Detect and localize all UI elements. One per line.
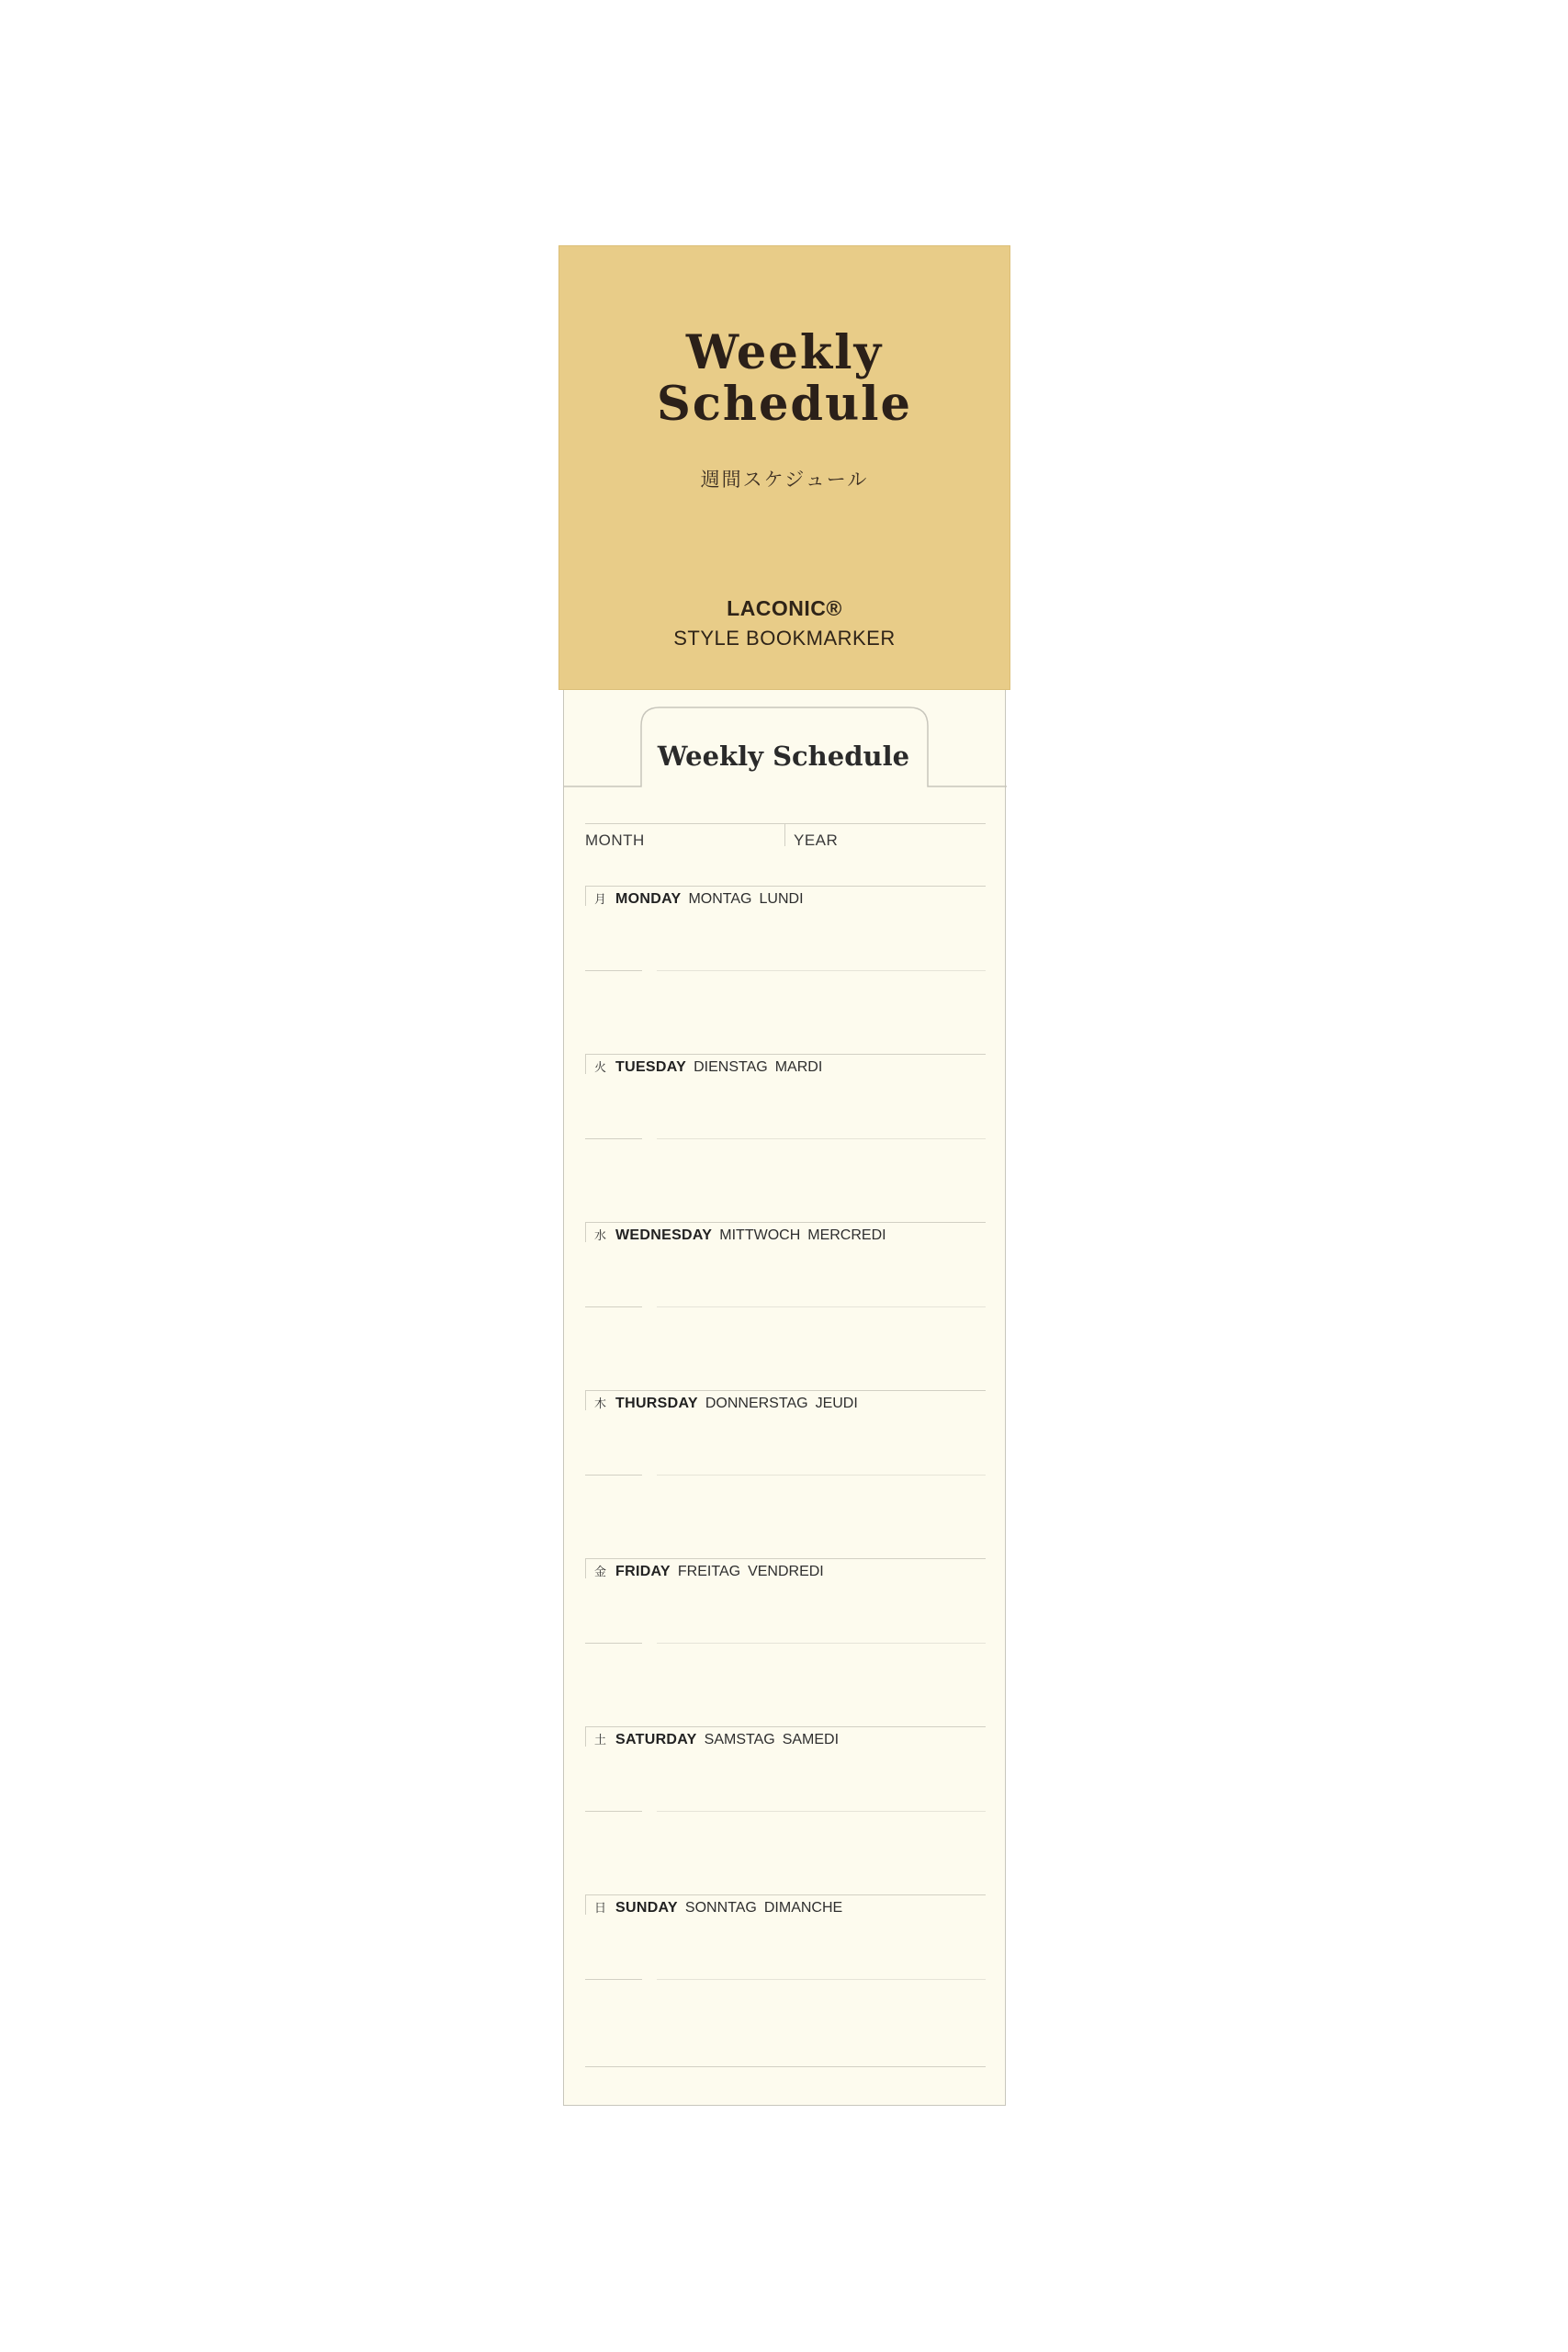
day-mid-rule-short xyxy=(585,1811,642,1812)
day-mid-rule-long xyxy=(657,1475,986,1476)
day-name-english: FRIDAY xyxy=(615,1564,671,1579)
band-title-line1: Weekly xyxy=(685,325,884,380)
day-mid-rule-long xyxy=(657,1979,986,1980)
day-mid-rule-short xyxy=(585,1306,642,1307)
day-top-rule xyxy=(585,1558,986,1559)
day-name-german: SONNTAG xyxy=(684,1900,757,1916)
day-name-german: SAMSTAG xyxy=(704,1732,775,1747)
day-name-english: SATURDAY xyxy=(615,1732,697,1747)
band-title xyxy=(559,327,1010,430)
day-mid-rule-long xyxy=(657,1811,986,1812)
day-name-english: MONDAY xyxy=(615,891,682,907)
day-label-stub xyxy=(585,1222,586,1242)
schedule-sheet xyxy=(563,684,1006,2106)
day-name-german: FREITAG xyxy=(677,1564,741,1579)
day-top-rule xyxy=(585,1894,986,1895)
year-label: YEAR xyxy=(794,831,839,849)
day-top-rule xyxy=(585,1390,986,1391)
day-section xyxy=(585,886,986,1054)
day-mid-rule-long xyxy=(657,1306,986,1307)
day-label-stub xyxy=(585,886,586,906)
day-name-french: SAMEDI xyxy=(782,1732,840,1747)
sheet-tab-title: Weekly Schedule xyxy=(657,741,910,772)
day-label-stub xyxy=(585,1726,586,1747)
day-section xyxy=(585,1558,986,1726)
day-name-english: THURSDAY xyxy=(615,1396,698,1411)
day-top-rule xyxy=(585,886,986,887)
day-kanji: 火 xyxy=(594,1061,607,1075)
day-name-german: DIENSTAG xyxy=(694,1059,768,1075)
day-name-french: LUNDI xyxy=(759,891,804,907)
day-mid-rule-short xyxy=(585,1979,642,1980)
month-label: MONTH xyxy=(585,831,645,849)
day-name-german: MITTWOCH xyxy=(719,1227,801,1243)
packaging-band xyxy=(558,245,1010,690)
day-label xyxy=(594,1730,839,1748)
day-label xyxy=(594,1562,824,1580)
day-label-stub xyxy=(585,1390,586,1410)
day-mid-rule-short xyxy=(585,970,642,971)
day-section xyxy=(585,1390,986,1558)
day-section xyxy=(585,1726,986,1894)
day-mid-rule-long xyxy=(657,1138,986,1139)
day-kanji: 水 xyxy=(594,1229,607,1243)
day-name-french: MERCREDI xyxy=(807,1227,886,1243)
day-label-stub xyxy=(585,1558,586,1578)
day-label xyxy=(594,889,804,908)
day-top-rule xyxy=(585,1222,986,1223)
day-name-german: DONNERSTAG xyxy=(705,1396,808,1411)
day-label-stub xyxy=(585,1054,586,1074)
day-label-stub xyxy=(585,1894,586,1915)
day-top-rule xyxy=(585,1054,986,1055)
day-mid-rule-short xyxy=(585,1138,642,1139)
brand-name: LACONIC® xyxy=(727,596,842,620)
band-title-line2: Schedule xyxy=(657,377,912,432)
bookmarker-product xyxy=(558,245,1010,1916)
day-name-english: TUESDAY xyxy=(615,1059,687,1075)
day-top-rule xyxy=(585,1726,986,1727)
month-year-divider xyxy=(784,823,785,846)
day-mid-rule-short xyxy=(585,1643,642,1644)
day-label xyxy=(594,1057,822,1076)
day-name-german: MONTAG xyxy=(688,891,752,907)
day-kanji: 日 xyxy=(594,1902,607,1916)
day-name-french: JEUDI xyxy=(815,1396,858,1411)
day-section xyxy=(585,1894,986,2063)
day-kanji: 月 xyxy=(594,893,607,907)
day-name-french: MARDI xyxy=(774,1059,823,1075)
day-section xyxy=(585,1222,986,1390)
day-mid-rule-long xyxy=(657,1643,986,1644)
day-name-english: SUNDAY xyxy=(615,1900,678,1916)
day-name-french: DIMANCHE xyxy=(763,1900,843,1916)
product-type: STYLE BOOKMARKER xyxy=(673,627,896,650)
day-label xyxy=(594,1394,858,1412)
day-section xyxy=(585,1054,986,1222)
day-label xyxy=(594,1226,886,1244)
bottom-rule xyxy=(585,2066,986,2067)
band-title-japanese: 週間スケジュール xyxy=(700,469,869,491)
day-kanji: 金 xyxy=(594,1566,607,1579)
day-name-french: VENDREDI xyxy=(748,1564,824,1579)
day-kanji: 土 xyxy=(594,1734,607,1747)
month-year-top-rule xyxy=(585,823,986,824)
day-label xyxy=(594,1898,842,1917)
day-mid-rule-long xyxy=(657,970,986,971)
day-name-english: WEDNESDAY xyxy=(615,1227,713,1243)
day-mid-rule-short xyxy=(585,1475,642,1476)
day-kanji: 木 xyxy=(594,1397,607,1411)
